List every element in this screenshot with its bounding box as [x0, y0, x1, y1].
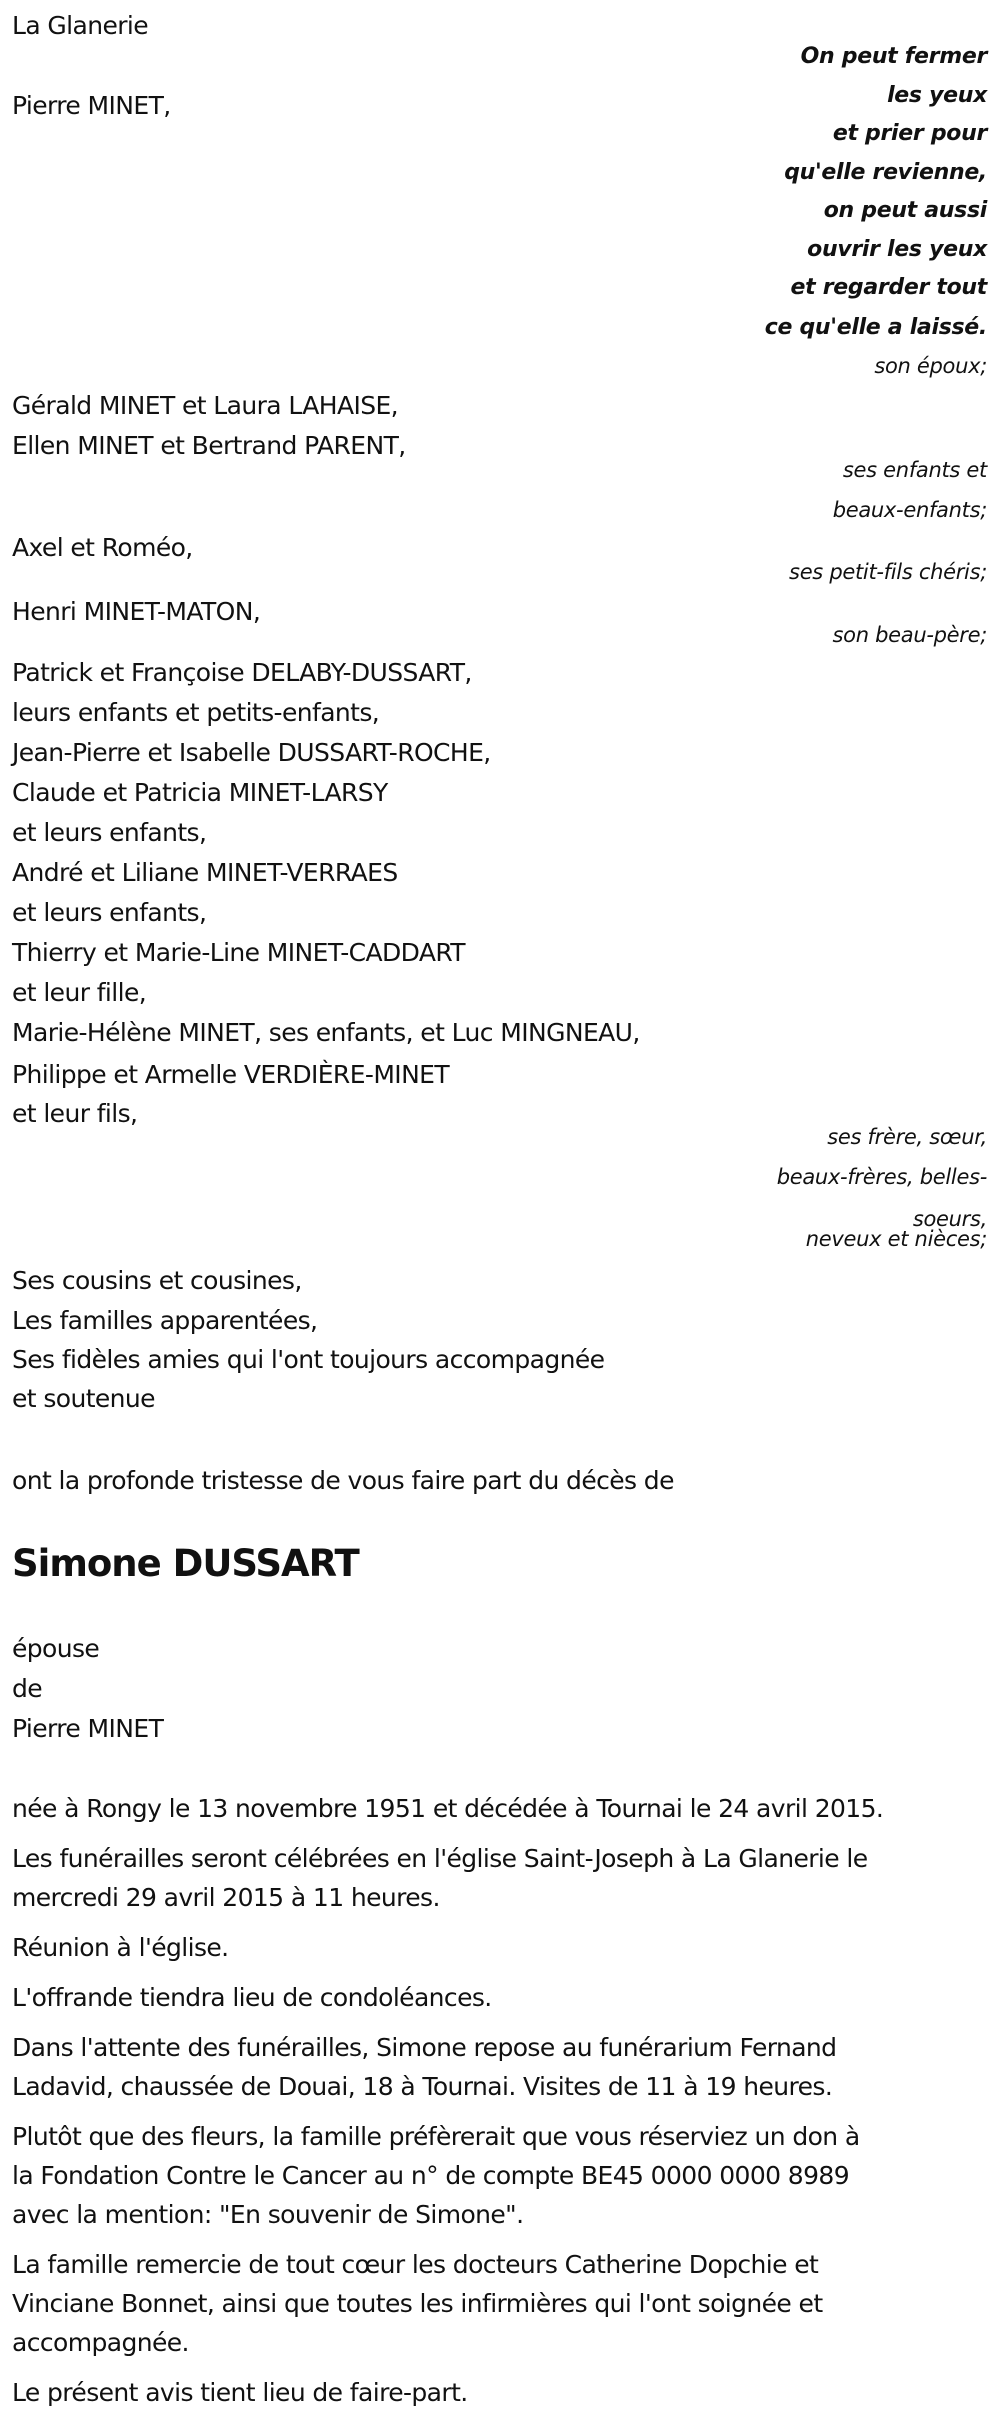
announcement-intro: ont la profonde tristesse de vous faire part du décès de	[12, 1466, 674, 1495]
donation-text: avec la mention: "En souvenir de Simone".	[12, 2200, 524, 2229]
family-others-line: Les familles apparentées,	[12, 1306, 318, 1335]
poem-line: ouvrir les yeux	[807, 237, 987, 262]
offering-text: L'offrande tiendra lieu de condoléances.	[12, 1983, 492, 2012]
relation-children: ses enfants et	[842, 458, 987, 482]
rest-text: Ladavid, chaussée de Douai, 18 à Tournai. Visites de 11 à 19 heures.	[12, 2072, 833, 2101]
family-siblings-line: leurs enfants et petits-enfants,	[12, 698, 380, 727]
relation-siblings: beaux-frères, belles-	[776, 1165, 987, 1189]
relation-nephews: neveux et nièces;	[805, 1227, 987, 1251]
location-text: La Glanerie	[12, 11, 149, 40]
family-siblings-line: Thierry et Marie-Line MINET-CADDART	[12, 938, 465, 967]
thanks-text: La famille remercie de tout cœur les docteurs Catherine Dopchie et	[12, 2250, 819, 2279]
family-grandchildren: Axel et Roméo,	[12, 533, 193, 562]
meeting-text: Réunion à l'église.	[12, 1933, 229, 1962]
relation-grandsons: ses petit-fils chéris;	[789, 560, 987, 584]
poem-line: et regarder tout	[790, 275, 987, 300]
poem-line: On peut fermer	[800, 44, 987, 69]
thanks-text: Vinciane Bonnet, ainsi que toutes les infirmières qui l'ont soignée et	[12, 2289, 823, 2318]
poem-line: ce qu'elle a laissé.	[764, 315, 987, 340]
funeral-text: mercredi 29 avril 2015 à 11 heures.	[12, 1883, 440, 1912]
family-children: Ellen MINET et Bertrand PARENT,	[12, 431, 406, 460]
family-siblings-line: Patrick et Françoise DELABY-DUSSART,	[12, 658, 472, 687]
funeral-text: Les funérailles seront célébrées en l'église Saint-Joseph à La Glanerie le	[12, 1844, 868, 1873]
family-siblings-line: et leur fille,	[12, 978, 147, 1007]
family-siblings-line: et leur fils,	[12, 1099, 138, 1128]
family-others-line: Ses fidèles amies qui l'ont toujours accompagnée	[12, 1345, 605, 1374]
family-siblings-line: et leurs enfants,	[12, 898, 207, 927]
poem-line: on peut aussi	[823, 198, 987, 223]
donation-text: la Fondation Contre le Cancer au n° de compte BE45 0000 0000 8989	[12, 2161, 850, 2190]
poem-line: et prier pour	[832, 121, 987, 146]
relation-siblings: ses frère, sœur,	[827, 1125, 987, 1149]
spouse-name: Pierre MINET,	[12, 91, 171, 120]
deceased-name: Simone DUSSART	[12, 1542, 359, 1585]
family-siblings-line: Marie-Hélène MINET, ses enfants, et Luc MINGNEAU,	[12, 1018, 640, 1047]
family-others-line: Ses cousins et cousines,	[12, 1266, 302, 1295]
rest-text: Dans l'attente des funérailles, Simone repose au funérarium Fernand	[12, 2033, 837, 2062]
thanks-text: accompagnée.	[12, 2328, 189, 2357]
poem-line: les yeux	[887, 83, 987, 108]
donation-text: Plutôt que des fleurs, la famille préfèrerait que vous réserviez un don à	[12, 2122, 860, 2151]
family-father-in-law: Henri MINET-MATON,	[12, 597, 261, 626]
birth-death-text: née à Rongy le 13 novembre 1951 et décédée à Tournai le 24 avril 2015.	[12, 1794, 884, 1823]
family-siblings-line: Philippe et Armelle VERDIÈRE-MINET	[12, 1060, 450, 1089]
family-siblings-line: et leurs enfants,	[12, 818, 207, 847]
de-label: de	[12, 1674, 43, 1703]
epouse-label: épouse	[12, 1634, 100, 1663]
relation-siblings: soeurs,	[912, 1207, 987, 1231]
family-others-line: et soutenue	[12, 1384, 155, 1413]
family-siblings-line: Jean-Pierre et Isabelle DUSSART-ROCHE,	[12, 738, 491, 767]
family-siblings-line: Claude et Patricia MINET-LARSY	[12, 778, 388, 807]
husband-name: Pierre MINET	[12, 1714, 164, 1743]
poem-line: qu'elle revienne,	[784, 160, 987, 185]
family-siblings-line: André et Liliane MINET-VERRAES	[12, 858, 398, 887]
family-children: Gérald MINET et Laura LAHAISE,	[12, 391, 399, 420]
relation-father-in-law: son beau-père;	[832, 623, 987, 647]
relation-spouse: son époux;	[874, 354, 987, 378]
relation-children: beaux-enfants;	[832, 498, 987, 522]
notice-text: Le présent avis tient lieu de faire-part.	[12, 2378, 468, 2407]
